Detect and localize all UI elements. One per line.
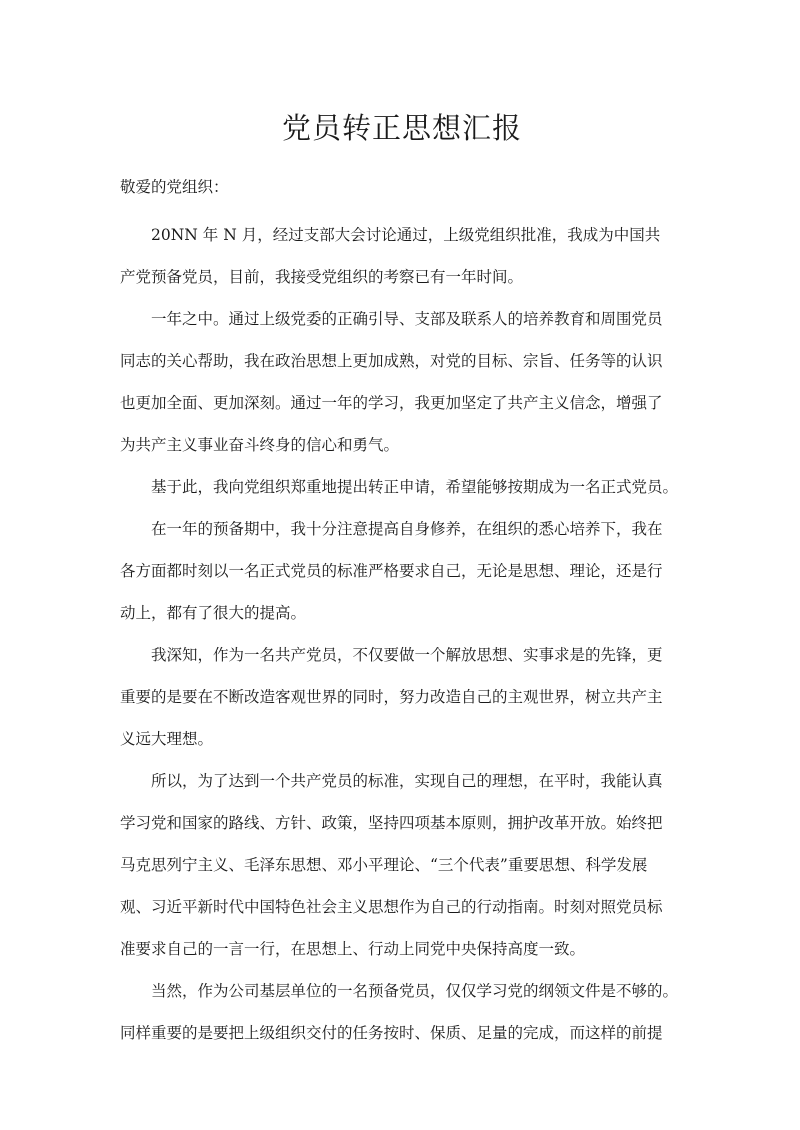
paragraph-line: 观、习近平新时代中国特色社会主义思想作为自己的行动指南。时刻对照党员标 [120, 898, 663, 916]
paragraph-line: 所以，为了达到一个共产党员的标准，实现自己的理想，在平时，我能认真 [151, 772, 663, 790]
paragraph-line: 同志的关心帮助，我在政治思想上更加成熟，对党的目标、宗旨、任务等的认识 [120, 352, 663, 370]
paragraph-line: 马克思列宁主义、毛泽东思想、邓小平理论、“三个代表”重要思想、科学发展 [120, 856, 648, 874]
paragraph-line: 一年之中。通过上级党委的正确引导、支部及联系人的培养教育和周围党员 [151, 310, 663, 328]
paragraph-line: 义远大理想。 [120, 730, 214, 748]
paragraph-5 [120, 634, 684, 760]
paragraph-1 [120, 214, 684, 298]
paragraph-line: 基于此，我向党组织郑重地提出转正申请，希望能够按期成为一名正式党员。 [151, 478, 679, 496]
paragraph-line: 也更加全面、更加深刻。通过一年的学习，我更加坚定了共产主义信念，增强了 [120, 394, 663, 412]
paragraph-line: 准要求自己的一言一行，在思想上、行动上同党中央保持高度一致。 [120, 940, 586, 958]
paragraph-line: 学习党和国家的路线、方针、政策，坚持四项基本原则，拥护改革开放。始终把 [120, 814, 663, 832]
document-title: 党员转正思想汇报 [281, 111, 522, 145]
paragraph-2 [120, 298, 684, 466]
paragraph-line: 动上，都有了很大的提高。 [120, 604, 307, 622]
salutation: 敬爱的党组织： [120, 178, 229, 196]
paragraph-3 [120, 466, 684, 508]
paragraph-line: 产党预备党员，目前，我接受党组织的考察已有一年时间。 [120, 268, 524, 286]
paragraph-line: 在一年的预备期中，我十分注意提高自身修养，在组织的悉心培养下，我在 [151, 520, 663, 538]
paragraph-line: 各方面都时刻以一名正式党员的标准严格要求自己，无论是思想、理论，还是行 [120, 562, 663, 580]
paragraph-7 [120, 970, 684, 1054]
paragraph-line: 当然，作为公司基层单位的一名预备党员，仅仅学习党的纲领文件是不够的。 [151, 982, 679, 1000]
paragraph-line: 我深知，作为一名共产党员，不仅要做一个解放思想、实事求是的先锋，更 [151, 646, 663, 664]
paragraph-6 [120, 760, 684, 970]
paragraph-line: 为共产主义事业奋斗终身的信心和勇气。 [120, 436, 400, 454]
paragraph-line: 20NN 年 N 月，经过支部大会讨论通过，上级党组织批准，我成为中国共 [151, 226, 661, 244]
paragraph-line: 重要的是要在不断改造客观世界的同时，努力改造自己的主观世界，树立共产主 [120, 688, 663, 706]
paragraph-line: 同样重要的是要把上级组织交付的任务按时、保质、足量的完成，而这样的前提 [120, 1024, 663, 1042]
paragraph-4 [120, 508, 684, 634]
